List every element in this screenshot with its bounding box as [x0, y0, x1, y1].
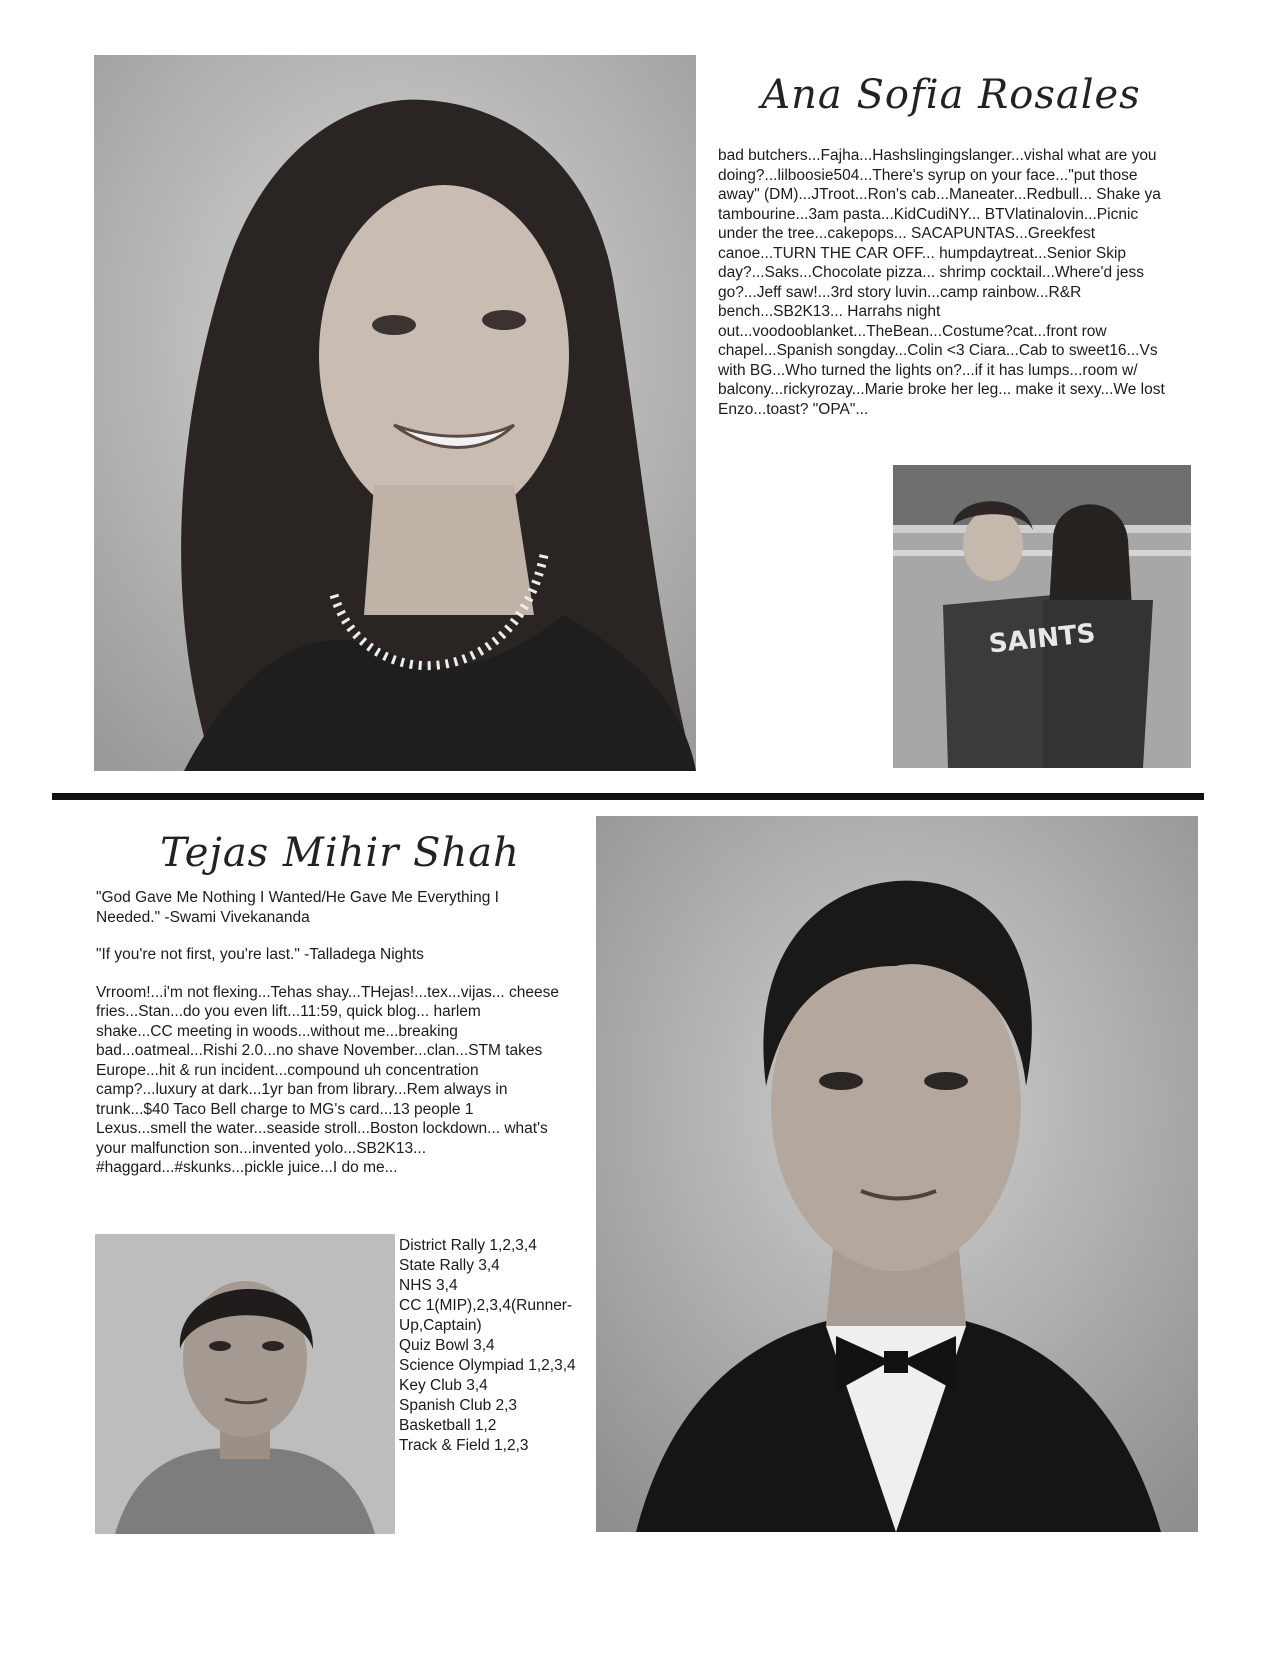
activity-item: District Rally 1,2,3,4: [399, 1237, 537, 1254]
section-divider: [52, 793, 1204, 800]
activity-item: CC 1(MIP),2,3,4(Runner-Up,Captain): [399, 1297, 573, 1334]
tejas-name-heading: Tejas Mihir Shah: [160, 830, 520, 876]
tejas-activities-list: [399, 1236, 599, 1456]
ana-candid-photo: [893, 465, 1191, 768]
jersey-text: SAINTS: [987, 618, 1097, 660]
activity-item: Key Club 3,4: [399, 1377, 488, 1394]
tejas-quote-vivekananda: "God Gave Me Nothing I Wanted/He Gave Me Everything I Needed." -Swami Vivekananda: [96, 889, 499, 926]
tejas-quote-talladega: "If you're not first, you're last." -Talladega Nights: [96, 946, 424, 963]
activity-item: NHS 3,4: [399, 1277, 458, 1294]
activity-item: Spanish Club 2,3: [399, 1397, 518, 1414]
tejas-bio-text: [96, 888, 560, 1196]
tejas-portrait-photo: [596, 816, 1198, 1532]
ana-portrait-photo: [94, 55, 696, 771]
ana-bio-text: [718, 146, 1170, 437]
activity-item: Track & Field 1,2,3: [399, 1437, 529, 1454]
ana-bio-paragraph: bad butchers...Fajha...Hashslingingslanger...vishal what are you doing?...lilboosie504...There's syrup on your face..."put those away" (DM)...JTroot...Ron's cab...Maneater...Redbull... Shake ya tambourine...3am pasta...KidCudiNY... BTVlatinalovin...Picnic under the tree...cakepops... SACAPUNTAS...Greekfest canoe...TURN THE CAR OFF... humpdaytreat...Senior Skip day?...Saks...Chocolate pizza... shrimp cocktail...Where'd jess go?...Jeff saw!...3rd story luvin...camp rainbow...R&R bench...SB2K13... Harrahs night out...voodooblanket...TheBean...Costume?cat...front row chapel...Spanish songday...Colin <3 Ciara...Cab to sweet16...Vs with BG...Who turned the lights on?...if it has lumps...room w/ balcony...rickyrozay...Marie broke her leg... make it sexy...We lost Enzo...toast? "OPA"...: [718, 147, 1165, 418]
activity-item: Basketball 1,2: [399, 1417, 497, 1434]
activity-item: Quiz Bowl 3,4: [399, 1337, 495, 1354]
activity-item: Science Olympiad 1,2,3,4: [399, 1357, 576, 1374]
activity-item: State Rally 3,4: [399, 1257, 500, 1274]
ana-name-heading: Ana Sofia Rosales: [761, 72, 1141, 118]
tejas-bio-paragraph: Vrroom!...i'm not flexing...Tehas shay...THejas!...tex...vijas... cheese fries...Stan...do you even lift...11:59, quick blog... harlem shake...CC meeting in woods...without me...breaking bad...oatmeal...Rishi 2.0...no shave November...clan...STM takes Europe...hit & run incident...compound uh concentration camp?...luxury at dark...1yr ban from library...Rem always in trunk...$40 Taco Bell charge to MG's card...13 people 1 Lexus...smell the water...seaside stroll...Boston lockdown... what's your malfunction son...invented yolo...SB2K13... #haggard...#skunks...pickle juice...I do me...: [96, 983, 559, 1176]
tejas-candid-photo: [95, 1234, 395, 1534]
